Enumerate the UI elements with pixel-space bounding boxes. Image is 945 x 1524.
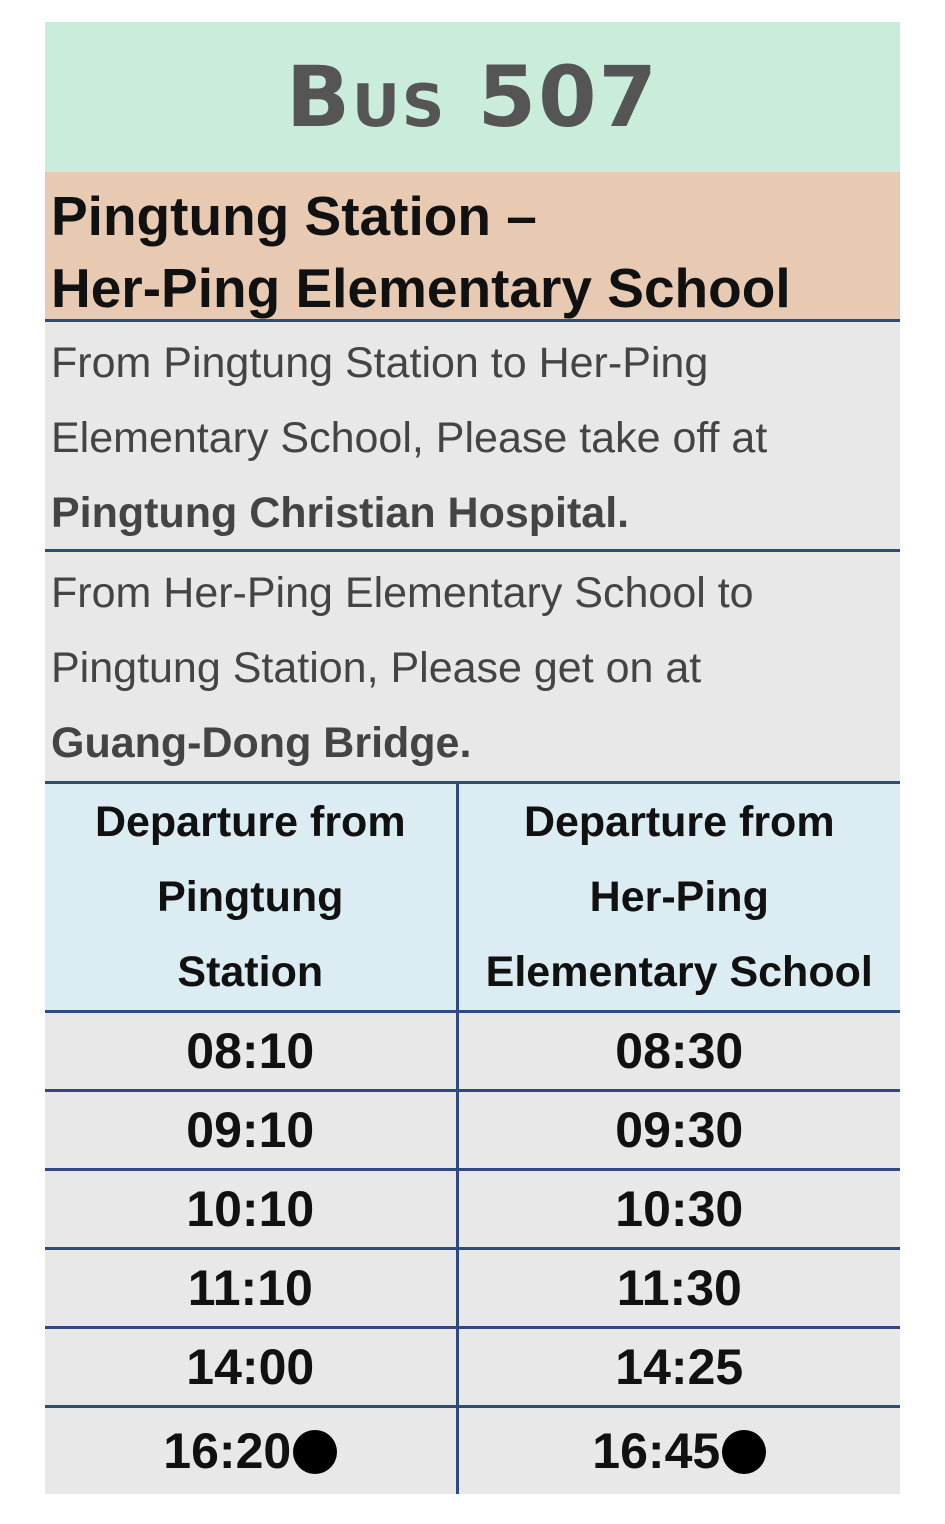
table-row (45, 1012, 900, 1091)
time-value: 11:10 (187, 1260, 313, 1316)
header-line: Station (177, 947, 324, 996)
title-band (45, 22, 900, 172)
note-line: Pingtung Station, Please get on at (51, 644, 702, 692)
departure-time-herping (457, 1249, 900, 1328)
timetable-header-row (45, 784, 900, 1012)
header-line: Pingtung (157, 872, 344, 921)
header-line: Elementary School (485, 947, 873, 996)
time-value: 08:10 (186, 1023, 315, 1079)
board-stop: Guang-Dong Bridge. (51, 719, 472, 767)
departure-time-herping (457, 1407, 900, 1495)
departure-time-pingtung (45, 1091, 457, 1170)
departure-time-pingtung (45, 1012, 457, 1091)
bus-title: Bus 507 (285, 48, 659, 146)
time-value: 11:30 (616, 1260, 742, 1316)
departure-time-herping (457, 1170, 900, 1249)
note-line: From Pingtung Station to Her-Ping (51, 339, 709, 387)
departure-time-herping (457, 1091, 900, 1170)
departure-time-pingtung (45, 1170, 457, 1249)
table-row (45, 1249, 900, 1328)
time-value: 10:10 (186, 1181, 315, 1237)
table-row (45, 1091, 900, 1170)
note-line: From Her-Ping Elementary School to (51, 569, 754, 617)
column-header-pingtung (45, 784, 457, 1012)
header-line: Departure from (94, 797, 406, 846)
departure-time-pingtung (45, 1407, 457, 1495)
board-note (45, 552, 900, 784)
table-row (45, 1328, 900, 1407)
time-value: 10:30 (615, 1181, 744, 1237)
note-line: Elementary School, Please take off at (51, 414, 768, 462)
table-row (45, 1407, 900, 1495)
marker-dot-icon (722, 1430, 766, 1474)
table-row (45, 1170, 900, 1249)
time-value: 14:00 (186, 1339, 315, 1395)
alight-stop: Pingtung Christian Hospital. (51, 489, 630, 537)
time-value: 09:10 (186, 1102, 315, 1158)
time-value: 14:25 (615, 1339, 744, 1395)
route-destination: Her-Ping Elementary School (51, 257, 791, 319)
marker-dot-icon (293, 1430, 337, 1474)
bus-schedule-card (45, 22, 900, 1494)
time-value: 09:30 (615, 1102, 744, 1158)
departure-time-pingtung (45, 1328, 457, 1407)
route-origin: Pingtung Station – (51, 185, 537, 247)
header-line: Departure from (523, 797, 835, 846)
alight-note (45, 322, 900, 552)
route-band (45, 172, 900, 322)
column-header-herping (457, 784, 900, 1012)
departure-time-herping (457, 1328, 900, 1407)
header-line: Her-Ping (589, 872, 769, 921)
time-value: 08:30 (615, 1023, 744, 1079)
timetable (45, 784, 900, 1494)
timetable-body (45, 1012, 900, 1495)
departure-time-herping (457, 1012, 900, 1091)
time-value: 16:45 (592, 1423, 721, 1479)
time-value: 16:20 (163, 1423, 292, 1479)
departure-time-pingtung (45, 1249, 457, 1328)
